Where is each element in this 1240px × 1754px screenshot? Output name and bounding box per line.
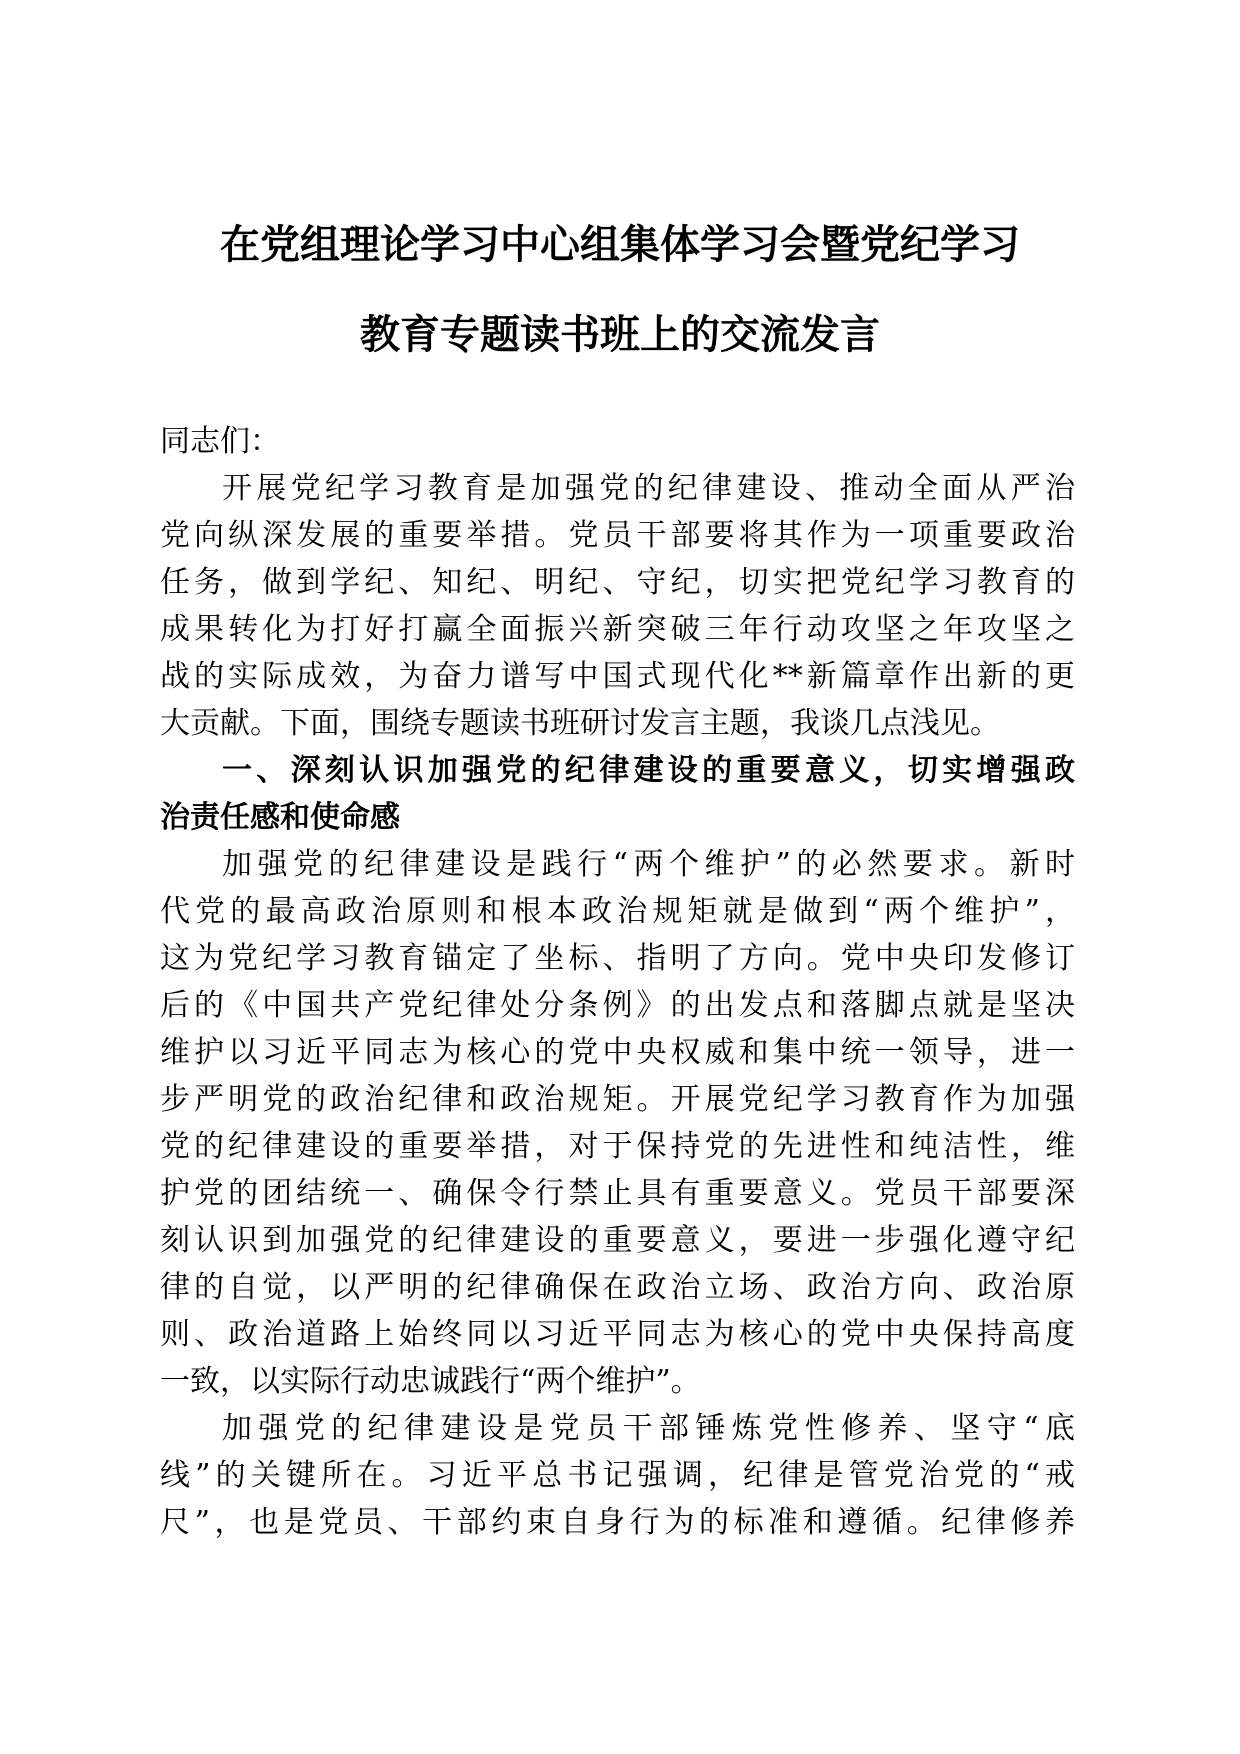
text-line: 刻认识到加强党的纪律建设的重要意义，要进一步强化遵守纪: [160, 1223, 1075, 1258]
text-line: 代党的最高政治原则和根本政治规矩就是做到“两个维护”，: [160, 894, 1075, 929]
text-line: 这为党纪学习教育锚定了坐标、指明了方向。党中央印发修订: [160, 941, 1075, 976]
text-line: 党的纪律建设的重要举措，对于保持党的先进性和纯洁性，维: [160, 1129, 1075, 1164]
text-line: 成果转化为打好打赢全面振兴新突破三年行动攻坚之年攻坚之: [160, 612, 1075, 647]
document-title-line-2: 教育专题读书班上的交流发言: [360, 311, 880, 358]
paragraph: [160, 465, 1075, 747]
text-line: 护党的团结统一、确保令行禁止具有重要意义。党员干部要深: [160, 1176, 1075, 1211]
salutation: 同志们：: [160, 424, 280, 459]
text-line: 开展党纪学习教育是加强党的纪律建设、推动全面从严治: [222, 471, 1075, 506]
paragraph: [160, 1405, 1075, 1546]
text-line: 线”的关键所在。习近平总书记强调，纪律是管党治党的“戒: [160, 1458, 1075, 1493]
text-line: 加强党的纪律建设是党员干部锤炼党性修养、坚守“底: [222, 1411, 1075, 1446]
text-line: 步严明党的政治纪律和政治规矩。开展党纪学习教育作为加强: [160, 1082, 1075, 1117]
text-line: 一致，以实际行动忠诚践行“两个维护”。: [160, 1364, 701, 1399]
text-line: 加强党的纪律建设是践行“两个维护”的必然要求。新时: [222, 847, 1075, 882]
paragraph: [160, 841, 1075, 1405]
document-body: [160, 418, 1075, 1546]
text-line: 治责任感和使命感: [160, 800, 400, 835]
text-line: 尺”，也是党员、干部约束自身行为的标准和遵循。纪律修养: [160, 1505, 1075, 1540]
section-heading: [160, 747, 1075, 841]
text-line: 维护以习近平同志为核心的党中央权威和集中统一领导，进一: [160, 1035, 1075, 1070]
text-line: 则、政治道路上始终同以习近平同志为核心的党中央保持高度: [160, 1317, 1075, 1352]
text-line: 战的实际成效，为奋力谱写中国式现代化**新篇章作出新的更: [160, 659, 1075, 694]
text-line: 律的自觉，以严明的纪律确保在政治立场、政治方向、政治原: [160, 1270, 1075, 1305]
text-line: 大贡献。下面，围绕专题读书班研讨发言主题，我谈几点浅见。: [160, 706, 1000, 741]
document-title-line-1: 在党组理论学习中心组集体学习会暨党纪学习: [220, 221, 1020, 268]
text-line: 任务，做到学纪、知纪、明纪、守纪，切实把党纪学习教育的: [160, 565, 1075, 600]
text-line: 一、深刻认识加强党的纪律建设的重要意义，切实增强政: [222, 753, 1075, 788]
text-line: 党向纵深发展的重要举措。党员干部要将其作为一项重要政治: [160, 518, 1075, 553]
text-line: 后的《中国共产党纪律处分条例》的出发点和落脚点就是坚决: [160, 988, 1075, 1023]
